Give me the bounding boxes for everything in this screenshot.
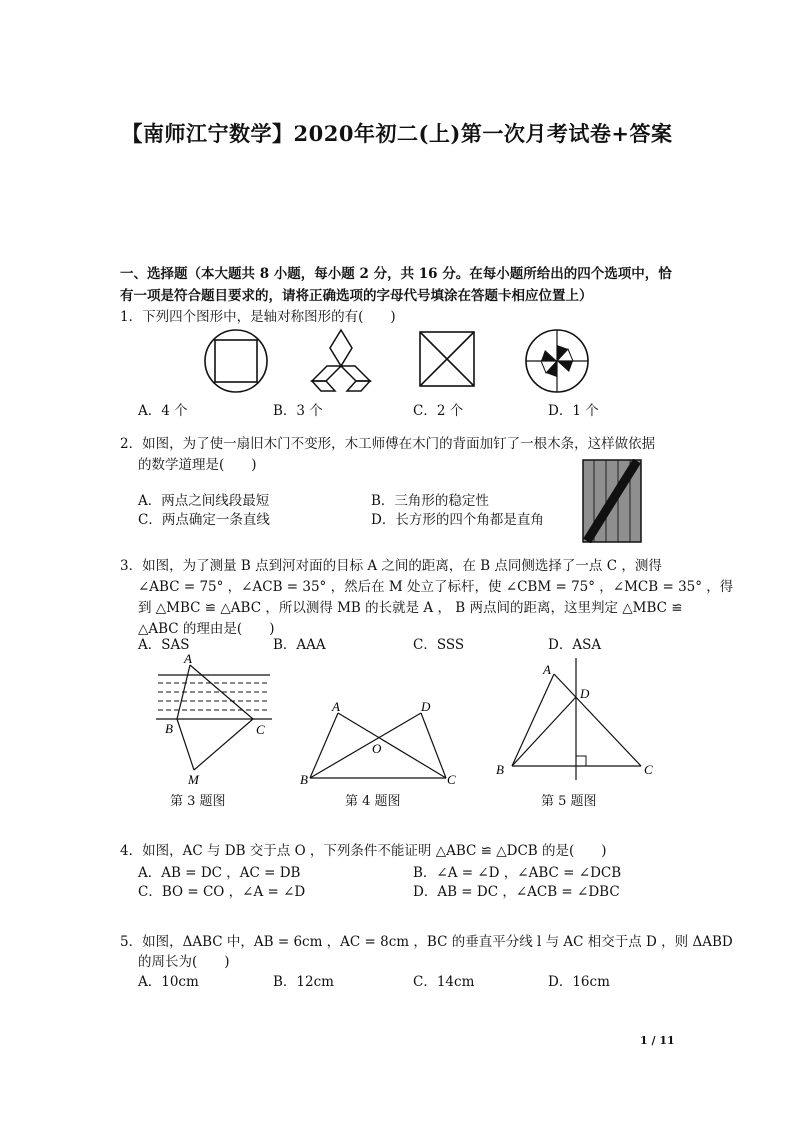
fig5-label-d: D: [580, 686, 590, 701]
q2-option-b: B．三角形的稳定性: [371, 493, 489, 509]
fig5-label-c: C: [644, 762, 653, 777]
page-number: 1 / 11: [640, 1034, 675, 1047]
q5-stem-line1: 5．如图，ΔABC 中，AB = 6cm ，AC = 8cm ，BC 的垂直平分线 l 与 AC 相交于点 D ，则 ΔABD: [120, 934, 733, 950]
q4-option-b: B．∠A = ∠D ，∠ABC = ∠DCB: [413, 865, 622, 881]
q2-stem-line2: 的数学道理是( ): [138, 457, 257, 473]
q2-option-c: C．两点确定一条直线: [138, 512, 270, 528]
fig4-label-c: C: [447, 772, 456, 787]
q3-option-d: D．ASA: [548, 637, 602, 653]
q2-option-a: A．两点之间线段最短: [138, 493, 270, 509]
fig4-label-b: B: [300, 772, 308, 787]
q3-option-a: A．SAS: [138, 637, 190, 653]
fig5-label-a: A: [543, 662, 551, 677]
q3-stem-line3: 到 △MBC ≌ △ABC ，所以测得 MB 的长就是 A ， B 两点间的距离，这里判定 △MBC ≌: [138, 600, 683, 616]
q1-figures: [200, 325, 590, 395]
fig3-label-b: B: [165, 721, 173, 736]
q1-figure-circle-square: [205, 330, 267, 392]
fig5-caption: 第 5 题图: [541, 794, 597, 809]
q3-stem-line4: △ABC 的理由是( ): [138, 621, 275, 637]
q5-option-b: B．12cm: [273, 974, 334, 990]
q4-option-a: A．AB = DC ，AC = DB: [138, 865, 301, 881]
q3-stem-line1: 3．如图，为了测量 B 点到河对面的目标 A 之间的距离，在 B 点同侧选择了一点 C ，测得: [120, 558, 662, 574]
section-heading-line1: 一、选择题（本大题共 8 小题，每小题 2 分，共 16 分。在每小题所给出的四个选项中，恰: [120, 266, 672, 282]
q1-stem: 1．下列四个图形中，是轴对称图形的有( ): [120, 309, 396, 325]
fig4-label-o: O: [372, 741, 382, 756]
q5-stem-line2: 的周长为( ): [138, 954, 230, 970]
q1-option-d: D．1 个: [548, 403, 599, 419]
q4-option-d: D．AB = DC ，∠ACB = ∠DBC: [413, 884, 620, 900]
q5-option-a: A．10cm: [138, 974, 199, 990]
fig3-label-a: A: [184, 651, 192, 666]
q3-option-c: C．SSS: [413, 637, 465, 653]
fig5-figure: [494, 656, 664, 788]
q1-option-c: C．2 个: [413, 403, 464, 419]
q2-stem-line1: 2．如图，为了使一扇旧木门不变形，木工师傅在木门的背面加钉了一根木条，这样做依据: [120, 436, 656, 452]
q5-option-c: C．14cm: [413, 974, 475, 990]
q3-stem-line2: ∠ABC = 75° ，∠ACB = 35° ，然后在 M 处立了标杆，使 ∠CBM = 75° ，∠MCB = 35° ，得: [138, 579, 734, 595]
q1-option-a: A．4 个: [138, 403, 188, 419]
q1-figure-circle-pinwheel: [526, 330, 588, 392]
page-title: 【南师江宁数学】2020年初二(上)第一次月考试卷+答案: [121, 121, 673, 146]
q5-option-d: D．16cm: [548, 974, 610, 990]
fig4-label-d: D: [421, 699, 431, 714]
fig3-river-figure: [150, 650, 280, 790]
fig3-caption: 第 3 题图: [170, 794, 226, 809]
fig3-label-m: M: [188, 772, 199, 787]
q1-figure-three-diamonds: [312, 330, 370, 391]
q4-option-c: C．BO = CO ，∠A = ∠D: [138, 884, 306, 900]
fig3-label-c: C: [256, 722, 265, 737]
fig4-caption: 第 4 题图: [345, 794, 401, 809]
q2-option-d: D．长方形的四个角都是直角: [371, 512, 544, 528]
q4-stem: 4．如图，AC 与 DB 交于点 O ，下列条件不能证明 △ABC ≌ △DCB 的是( ): [120, 843, 607, 859]
section-heading-line2: 有一项是符合题目要求的，请将正确选项的字母代号填涂在答题卡相应位置上）: [120, 288, 593, 304]
q3-option-b: B．AAA: [273, 637, 326, 653]
fig4-label-a: A: [332, 699, 340, 714]
q2-door-figure: [582, 459, 642, 543]
q1-figure-square-diagonals: [420, 332, 474, 386]
q1-option-b: B．3 个: [273, 403, 323, 419]
fig4-figure: [298, 696, 463, 788]
fig5-label-b: B: [496, 762, 504, 777]
